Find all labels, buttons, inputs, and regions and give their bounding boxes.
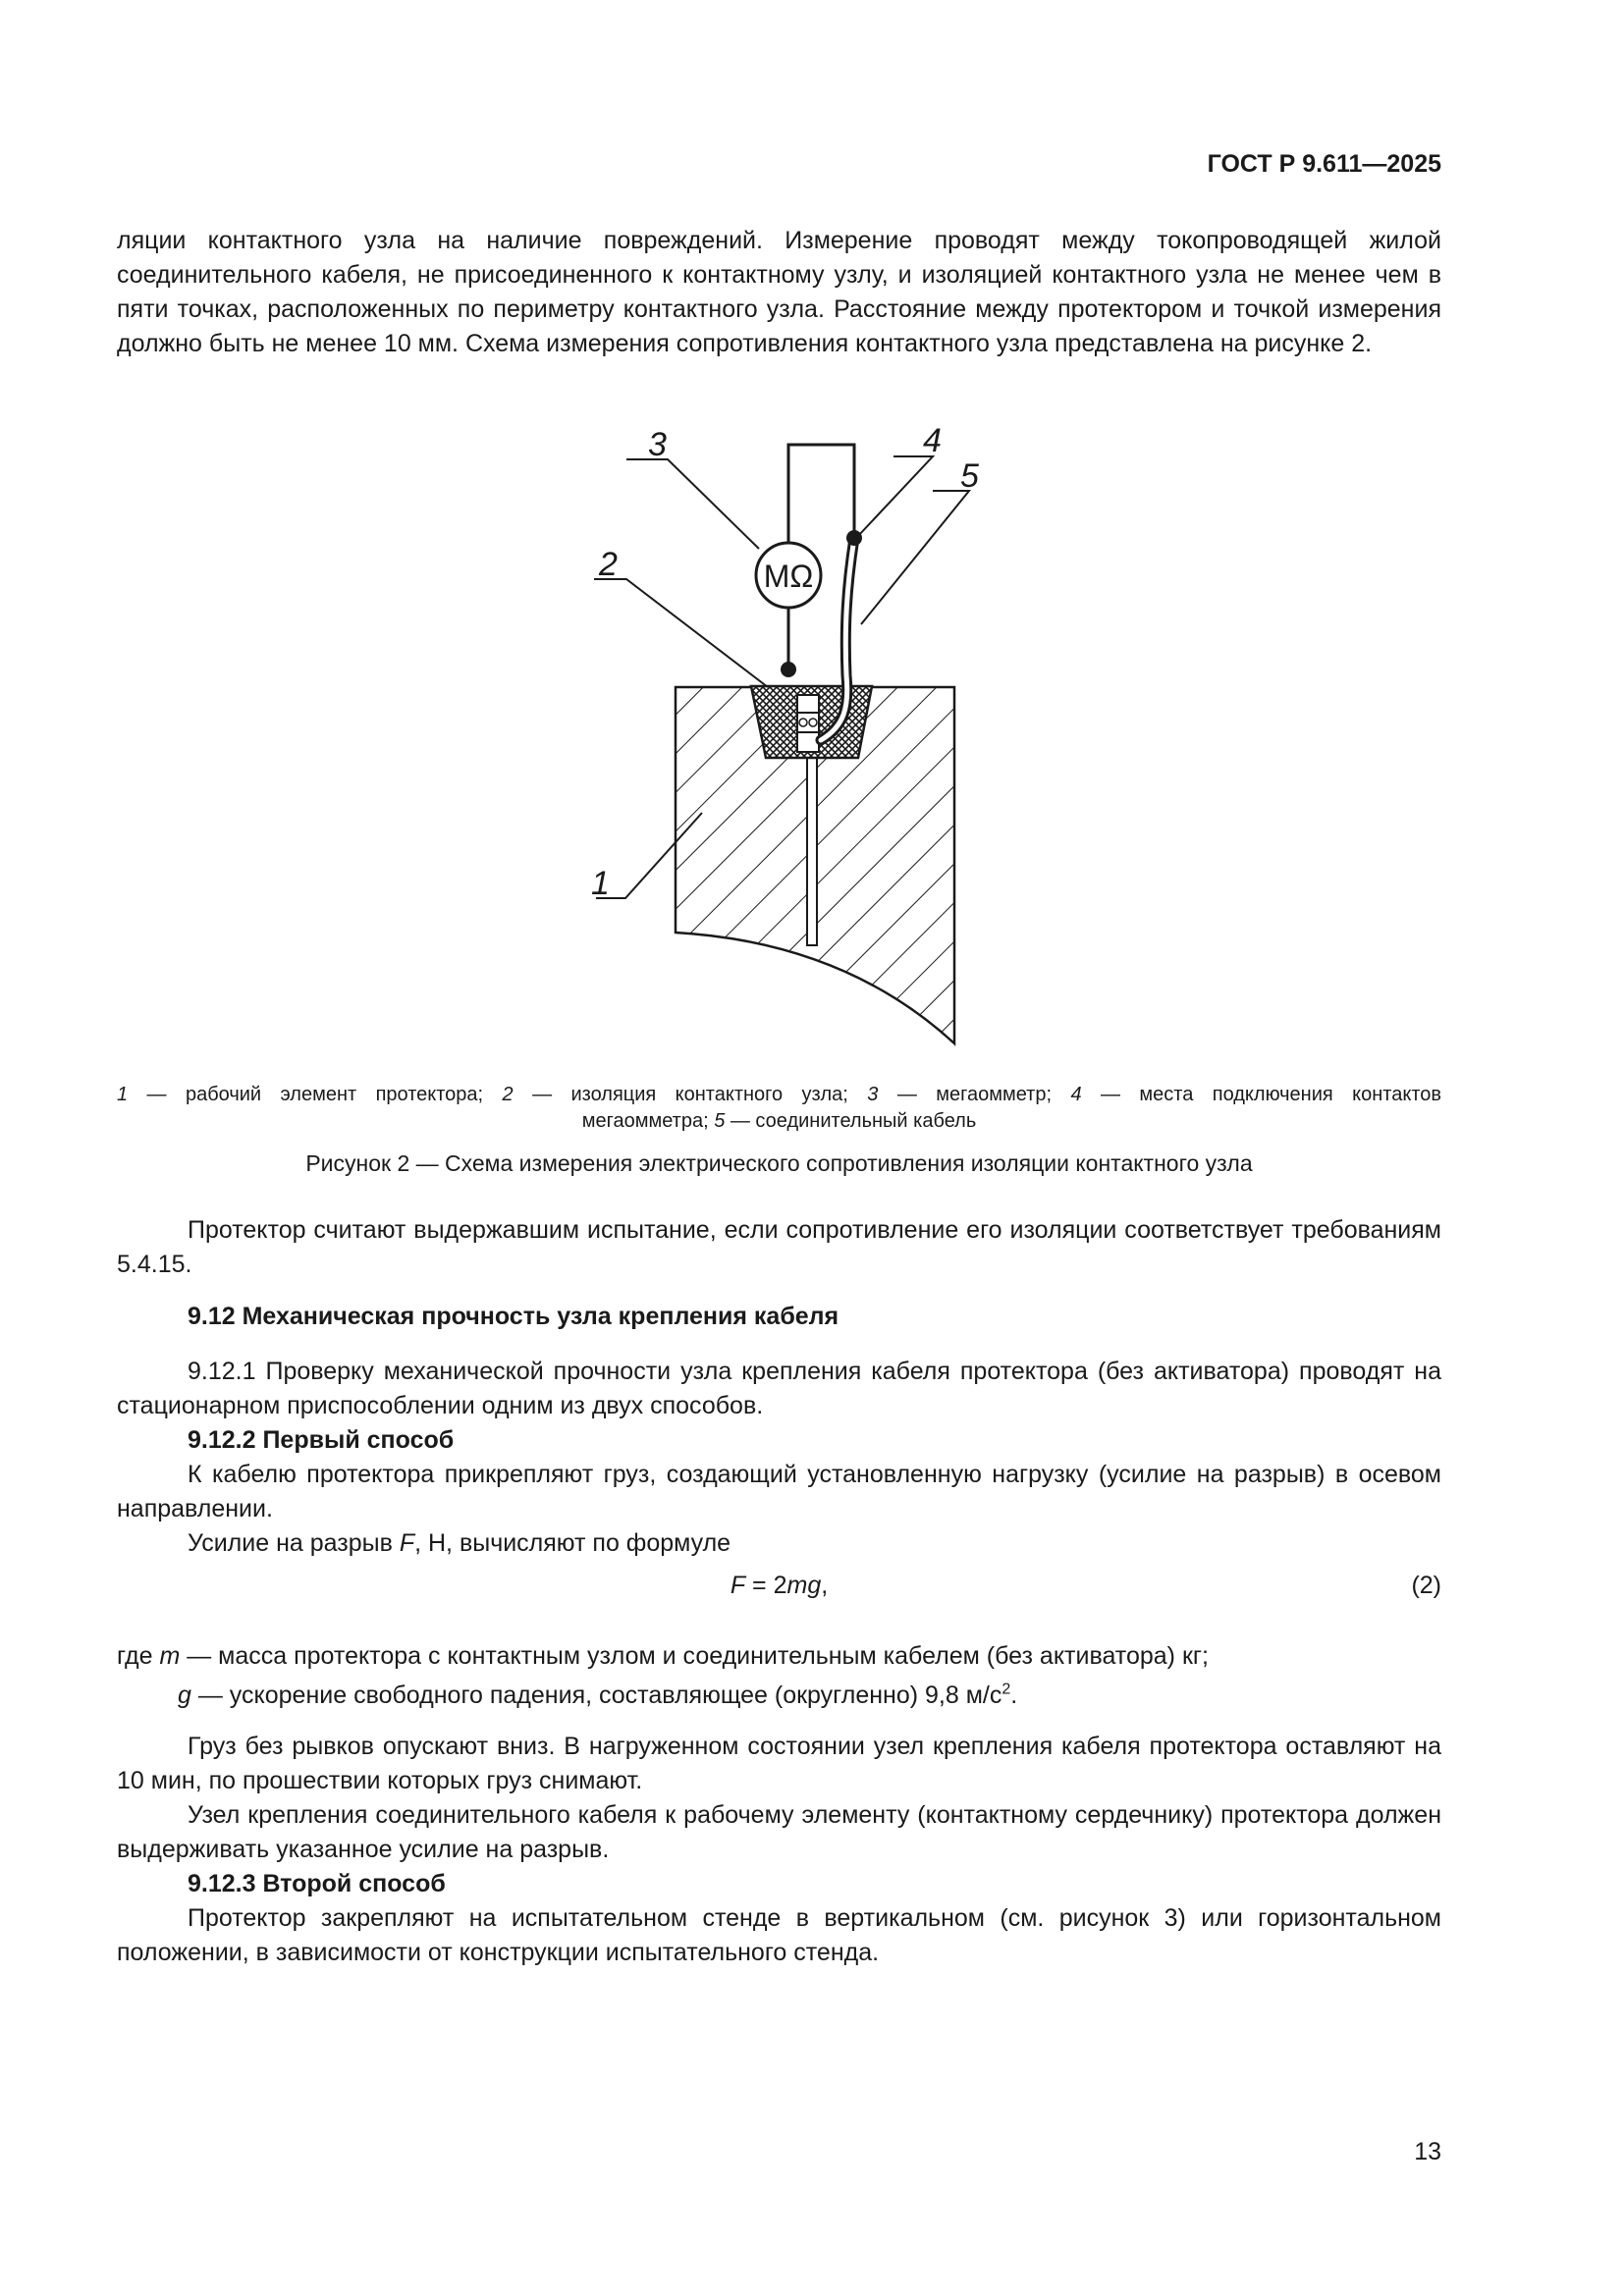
intro-paragraph: ляции контактного узла на наличие повреждений. Измерение проводят между токопроводящей жилой соединительного кабеля, не присоединенного к контактному узлу, и изоляцией контактного узла не менее чем в пяти точках, расположенных по периметру контактного узла. Расстояние между протектором и точкой измерения должно быть не менее 10 мм. Схема измерения сопротивления контактного узла представлена на рисунке 2. xyxy=(117,227,1441,357)
callout-1: 1 xyxy=(591,865,610,902)
paragraph-lower-load: Груз без рывков опускают вниз. В нагруженном состоянии узел крепления кабеля протектора оставляют на 10 мин, по прошествии которых груз снимают. xyxy=(117,1733,1441,1794)
subsection-heading-9-12-3: 9.12.3 Второй способ xyxy=(188,1870,446,1897)
paragraph-pass-criteria: Протектор считают выдержавшим испытание, если сопротивление его изоляции соответствует требованиям 5.4.15. xyxy=(117,1216,1441,1278)
figure-caption: Рисунок 2 — Схема измерения электрического сопротивления изоляции контактного узла xyxy=(305,1150,1253,1176)
paragraph-hold-force: Узел крепления соединительного кабеля к рабочему элементу (контактному сердечнику) протектора должен выдерживать указанное усилие на разрыв. xyxy=(117,1801,1441,1863)
meter-symbol: MΩ xyxy=(763,559,814,594)
callout-4: 4 xyxy=(923,422,942,459)
paragraph-second-method: Протектор закрепляют на испытательном стенде в вертикальном (см. рисунок 3) или горизонтальном положении, в зависимости от конструкции испытательного стенда. xyxy=(117,1904,1441,1966)
callout-2: 2 xyxy=(599,546,618,583)
page-number: 13 xyxy=(1414,2138,1441,2165)
paragraph-load: К кабелю протектора прикрепляют груз, создающий установленную нагрузку (усилие на разрыв) в осевом направлении. xyxy=(117,1461,1441,1522)
where-m: где m — масса протектора с контактным узлом и соединительным кабелем (без активатора) кг; xyxy=(117,1642,1209,1670)
connection-point-cable xyxy=(846,530,862,546)
subsection-heading-9-12-2: 9.12.2 Первый способ xyxy=(188,1426,455,1454)
connection-point-insulation xyxy=(781,662,796,677)
formula-number: (2) xyxy=(1411,1572,1441,1599)
callout-3: 3 xyxy=(648,426,667,463)
contact-core-rod xyxy=(807,758,817,945)
standard-id-header: ГОСТ Р 9.611—2025 xyxy=(1207,150,1441,178)
figure-legend: 1 — рабочий элемент протектора; 2 — изоляция контактного узла; 3 — мегаомметр; 4 — места подключения контактов мегаомметра; 5 — соединительный кабель xyxy=(117,1084,1441,1132)
paragraph-9-12-1: 9.12.1 Проверку механической прочности узла крепления кабеля протектора (без активатора) проводят на стационарном приспособлении одним из двух способов. xyxy=(117,1358,1441,1419)
where-g: g — ускорение свободного падения, составляющее (округленно) 9,8 $м/с^2$. xyxy=(178,1681,1018,1709)
figure-2-diagram xyxy=(550,412,1001,1050)
callout-5: 5 xyxy=(960,457,979,495)
document-page: ГОСТ Р 9.611—2025 ляции контактного узла на наличие повреждений. Измерение проводят между токопроводящей жилой соединительного кабеля, не присоединенного к контактному узлу, и изоляцией контактного узла не менее чем в пяти точках, расположенных по периметру контактного узла. Расстояние между протектором и точкой измерения должно быть не менее 10 мм. Схема измерения сопротивления контактного узла представлена на рисунке 2. MΩ 1 2 3 4 5 1 — рабочий элемент протектора; 2 — изоляция контактного узла; 3 — мегаомметр; 4 — места подключения контактов мегаомметра; 5 — соединительный кабель Рисунок 2 — Схема измерения электрического сопротивления изоляции контактного узла Протектор считают выдержавшим испытание, если сопротивление его изоляции соответствует требованиям 5.4.15. 9.12 Механическая прочность узла крепления кабеля 9.12.1 Проверку механической прочности узла крепления кабеля протектора (без активатора) проводят на стационарном приспособлении одним из двух способов. 9.12.2 Первый способ К кабелю протектора прикрепляют груз, создающий установленную нагрузку (усилие на разрыв) в осевом направлении. Усилие на разрыв F, Н, вычисляют по формуле F = 2mg, (2) где m — масса протектора с контактным узлом и соединительным кабелем (без активатора) кг; g — ускорение свободного падения, составляющее (округленно) 9,8 $м/с^2$. Груз без рывков опускают вниз. В нагруженном состоянии узел крепления кабеля протектора оставляют на 10 мин, по прошествии которых груз снимают. Узел крепления соединительного кабеля к рабочему элементу (контактному сердечнику) протектора должен выдерживать указанное усилие на разрыв. 9.12.3 Второй способ Протектор закрепляют на испытательном стенде в вертикальном (см. рисунок 3) или горизонтальном положении, в зависимости от конструкции испытательного стенда. 13 xyxy=(0,0,1624,2296)
section-heading-9-12: 9.12 Механическая прочность узла крепления кабеля xyxy=(188,1303,839,1330)
paragraph-force-intro: Усилие на разрыв F, Н, вычисляют по формуле xyxy=(188,1529,731,1557)
